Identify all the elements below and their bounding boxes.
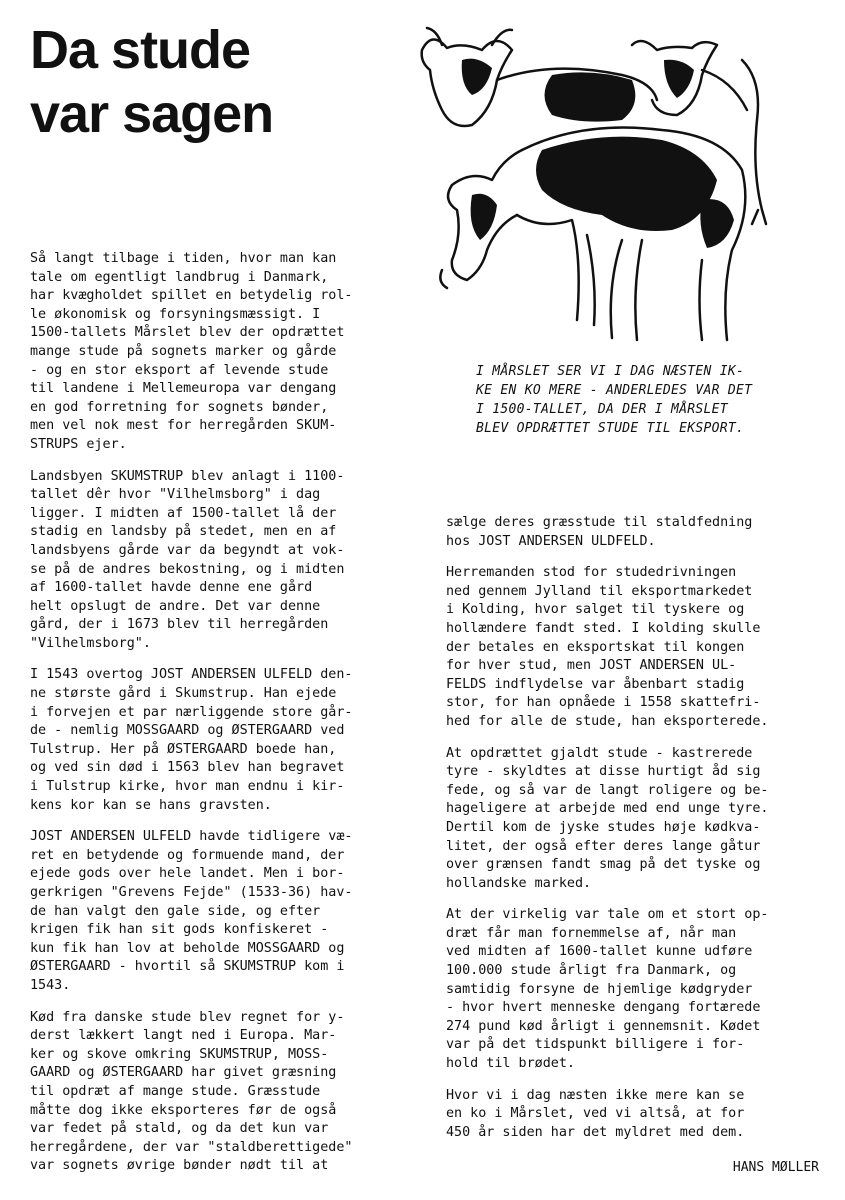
title-line: Da stude bbox=[30, 20, 251, 80]
text-line: hed for alle de stude, han eksporterede. bbox=[446, 713, 769, 729]
text-line: gerkrigen "Grevens Fejde" (1533-36) hav- bbox=[30, 885, 353, 900]
caption-line: I 1500-TALLET, DA DER I MÅRSLET bbox=[476, 402, 728, 417]
text-line: var sognets øvrige bønder nødt til at bbox=[30, 1158, 329, 1174]
text-line: 1543. bbox=[30, 977, 71, 993]
title-line: var sagen bbox=[30, 84, 274, 144]
text-line: Herremanden stod for studedrivningen bbox=[446, 565, 737, 581]
text-line: "Vilhelmsborg". bbox=[30, 635, 151, 651]
text-line: krigen fik han sit gods konfiskeret - bbox=[30, 922, 329, 938]
text-line: gård, der i 1673 blev til herregården bbox=[30, 617, 329, 633]
text-line: 450 år siden har det myldret med dem. bbox=[446, 1124, 745, 1140]
text-line: tale om egentligt landbrug i Danmark, bbox=[30, 269, 329, 285]
text-line: der betales en eksportskat til kongen bbox=[446, 639, 745, 655]
paragraph bbox=[446, 906, 828, 1073]
text-line: til landene i Mellemeuropa var dengang bbox=[30, 381, 337, 397]
text-line: derst lækkert langt ned i Europa. Mar- bbox=[30, 1028, 337, 1044]
text-line: tyre - skyldtes at disse hurtigt åd sig bbox=[446, 764, 761, 780]
text-line: 1500-tallets Mårslet blev der opdrættet bbox=[30, 325, 345, 341]
article-title bbox=[30, 18, 390, 146]
text-line: - og en stor eksport af levende stude bbox=[30, 362, 329, 378]
left-column bbox=[30, 250, 412, 1189]
text-line: - hvor hvert menneske dengang fortærede bbox=[446, 1000, 761, 1016]
text-line: herregårdene, der var "staldberettigede" bbox=[30, 1139, 353, 1155]
text-line: ØSTERGAARD - hvortil så SKUMSTRUP kom i bbox=[30, 959, 345, 975]
right-column bbox=[446, 514, 828, 1155]
text-line: i forvejen et par nærliggende store går- bbox=[30, 704, 353, 720]
paragraph bbox=[446, 564, 828, 731]
text-line: Landsbyen SKUMSTRUP blev anlagt i 1100- bbox=[30, 468, 345, 484]
text-line: Dertil kom de jyske studes høje kødkva- bbox=[446, 819, 761, 835]
text-line: hollændere fandt sted. I kolding skulle bbox=[446, 620, 761, 636]
text-line: le økonomisk og forsyningsmæssigt. I bbox=[30, 306, 321, 322]
text-line: Tulstrup. Her på ØSTERGAARD boede han, bbox=[30, 741, 337, 757]
cattle-drawing-icon bbox=[402, 20, 822, 355]
text-line: og ved sin død i 1563 blev han begravet bbox=[30, 760, 345, 776]
paragraph bbox=[30, 250, 412, 455]
text-line: af 1600-tallet havde denne ene gård bbox=[30, 580, 313, 596]
text-line: hold til brødet. bbox=[446, 1056, 575, 1072]
text-line: dræt får man fornemmelse af, når man bbox=[446, 925, 737, 941]
text-line: samtidig forsyne de hjemlige kødgryder bbox=[446, 981, 753, 997]
text-line: ne største gård i Skumstrup. Han ejede bbox=[30, 686, 337, 702]
text-line: mange stude på sognets marker og gårde bbox=[30, 343, 337, 359]
caption-line: I MÅRSLET SER VI I DAG NÆSTEN IK- bbox=[476, 364, 745, 379]
text-line: hollandske marked. bbox=[446, 875, 592, 891]
caption-line: KE EN KO MERE - ANDERLEDES VAR DET bbox=[476, 383, 753, 398]
text-line: FELDS indflydelse var åbenbart stadig bbox=[446, 676, 745, 692]
paragraph bbox=[30, 666, 412, 815]
text-line: fede, og så var de langt roligere og be- bbox=[446, 782, 769, 798]
text-line: tallet dêr hvor "Vilhelmsborg" i dag bbox=[30, 487, 321, 503]
paragraph bbox=[446, 1087, 828, 1143]
text-line: men vel nok mest for herregården SKUM- bbox=[30, 418, 337, 434]
text-line: de - nemlig MOSSGAARD og ØSTERGAARD ved bbox=[30, 723, 345, 739]
text-line: ved midten af 1600-tallet kunne udføre bbox=[446, 944, 753, 960]
text-line: stadig en landsby på stedet, men en af bbox=[30, 524, 337, 540]
text-line: helt opslugt de andre. Det var denne bbox=[30, 598, 321, 614]
text-line: sælge deres græsstude til staldfedning bbox=[446, 515, 753, 530]
text-line: hageligere at arbejde med end unge tyre. bbox=[446, 801, 769, 817]
text-line: over grænsen fandt smag på det tyske og bbox=[446, 857, 761, 873]
text-line: stor, for han opnåede i 1558 skattefri- bbox=[446, 695, 761, 711]
text-line: Hvor vi i dag næsten ikke mere kan se bbox=[446, 1087, 745, 1103]
text-line: i Kolding, hvor salget til tyskere og bbox=[446, 602, 745, 618]
text-line: 274 pund kød årligt i gennemsnit. Kødet bbox=[446, 1018, 761, 1034]
paragraph bbox=[446, 514, 828, 551]
text-line: Kød fra danske stude blev regnet for y- bbox=[30, 1009, 345, 1025]
text-line: landsbyens gårde var da begyndt at vok- bbox=[30, 542, 345, 558]
text-line: STRUPS ejer. bbox=[30, 436, 127, 452]
text-line: ker og skove omkring SKUMSTRUP, MOSS- bbox=[30, 1046, 329, 1062]
text-line: måtte dog ikke eksporteres før de også bbox=[30, 1102, 337, 1118]
text-line: var på det tidspunkt billigere i for- bbox=[446, 1037, 745, 1053]
text-line: JOST ANDERSEN ULFELD havde tidligere væ- bbox=[30, 829, 353, 845]
text-line: ret en betydende og formuende mand, der bbox=[30, 847, 345, 863]
text-line: GAARD og ØSTERGAARD har givet græsning bbox=[30, 1065, 337, 1081]
text-line: Så langt tilbage i tiden, hvor man kan bbox=[30, 251, 337, 266]
text-line: ligger. I midten af 1500-tallet lå der bbox=[30, 505, 337, 521]
text-line: 100.000 stude årligt fra Danmark, og bbox=[446, 963, 737, 979]
text-line: en ko i Mårslet, ved vi altså, at for bbox=[446, 1106, 745, 1122]
text-line: At opdrættet gjaldt stude - kastrerede bbox=[446, 745, 753, 761]
text-line: kens kor kan se hans gravsten. bbox=[30, 797, 272, 813]
text-line: ejede gods over hele landet. Men i bor- bbox=[30, 866, 345, 882]
paragraph bbox=[30, 468, 412, 654]
text-line: se på de andres bekostning, og i midten bbox=[30, 561, 345, 577]
illustration-caption bbox=[476, 362, 806, 438]
caption-line: BLEV OPDRÆTTET STUDE TIL EKSPORT. bbox=[476, 421, 745, 436]
text-line: i Tulstrup kirke, hvor man endnu i kir- bbox=[30, 779, 345, 795]
paragraph bbox=[30, 1009, 412, 1176]
text-line: har kvægholdet spillet en betydelig rol- bbox=[30, 288, 353, 304]
text-line: en god forretning for sognets bønder, bbox=[30, 399, 329, 415]
text-line: til opdræt af mange stude. Græsstude bbox=[30, 1083, 321, 1099]
text-line: de han valgt den gale side, og efter bbox=[30, 903, 321, 919]
text-line: kun fik han lov at beholde MOSSGAARD og bbox=[30, 940, 345, 956]
paragraph bbox=[30, 828, 412, 995]
text-line: hos JOST ANDERSEN ULDFELD. bbox=[446, 533, 656, 549]
paragraph bbox=[446, 745, 828, 894]
text-line: litet, der også efter deres lange gåtur bbox=[446, 838, 761, 854]
text-line: I 1543 overtog JOST ANDERSEN ULFELD den- bbox=[30, 667, 353, 683]
text-line: for hver stud, men JOST ANDERSEN UL- bbox=[446, 658, 737, 674]
text-line: var fedet på stald, og da det kun var bbox=[30, 1121, 329, 1137]
text-line: At der virkelig var tale om et stort op- bbox=[446, 907, 769, 923]
author-signature: HANS MØLLER bbox=[732, 1160, 819, 1175]
text-line: ned gennem Jylland til eksportmarkedet bbox=[446, 583, 753, 599]
